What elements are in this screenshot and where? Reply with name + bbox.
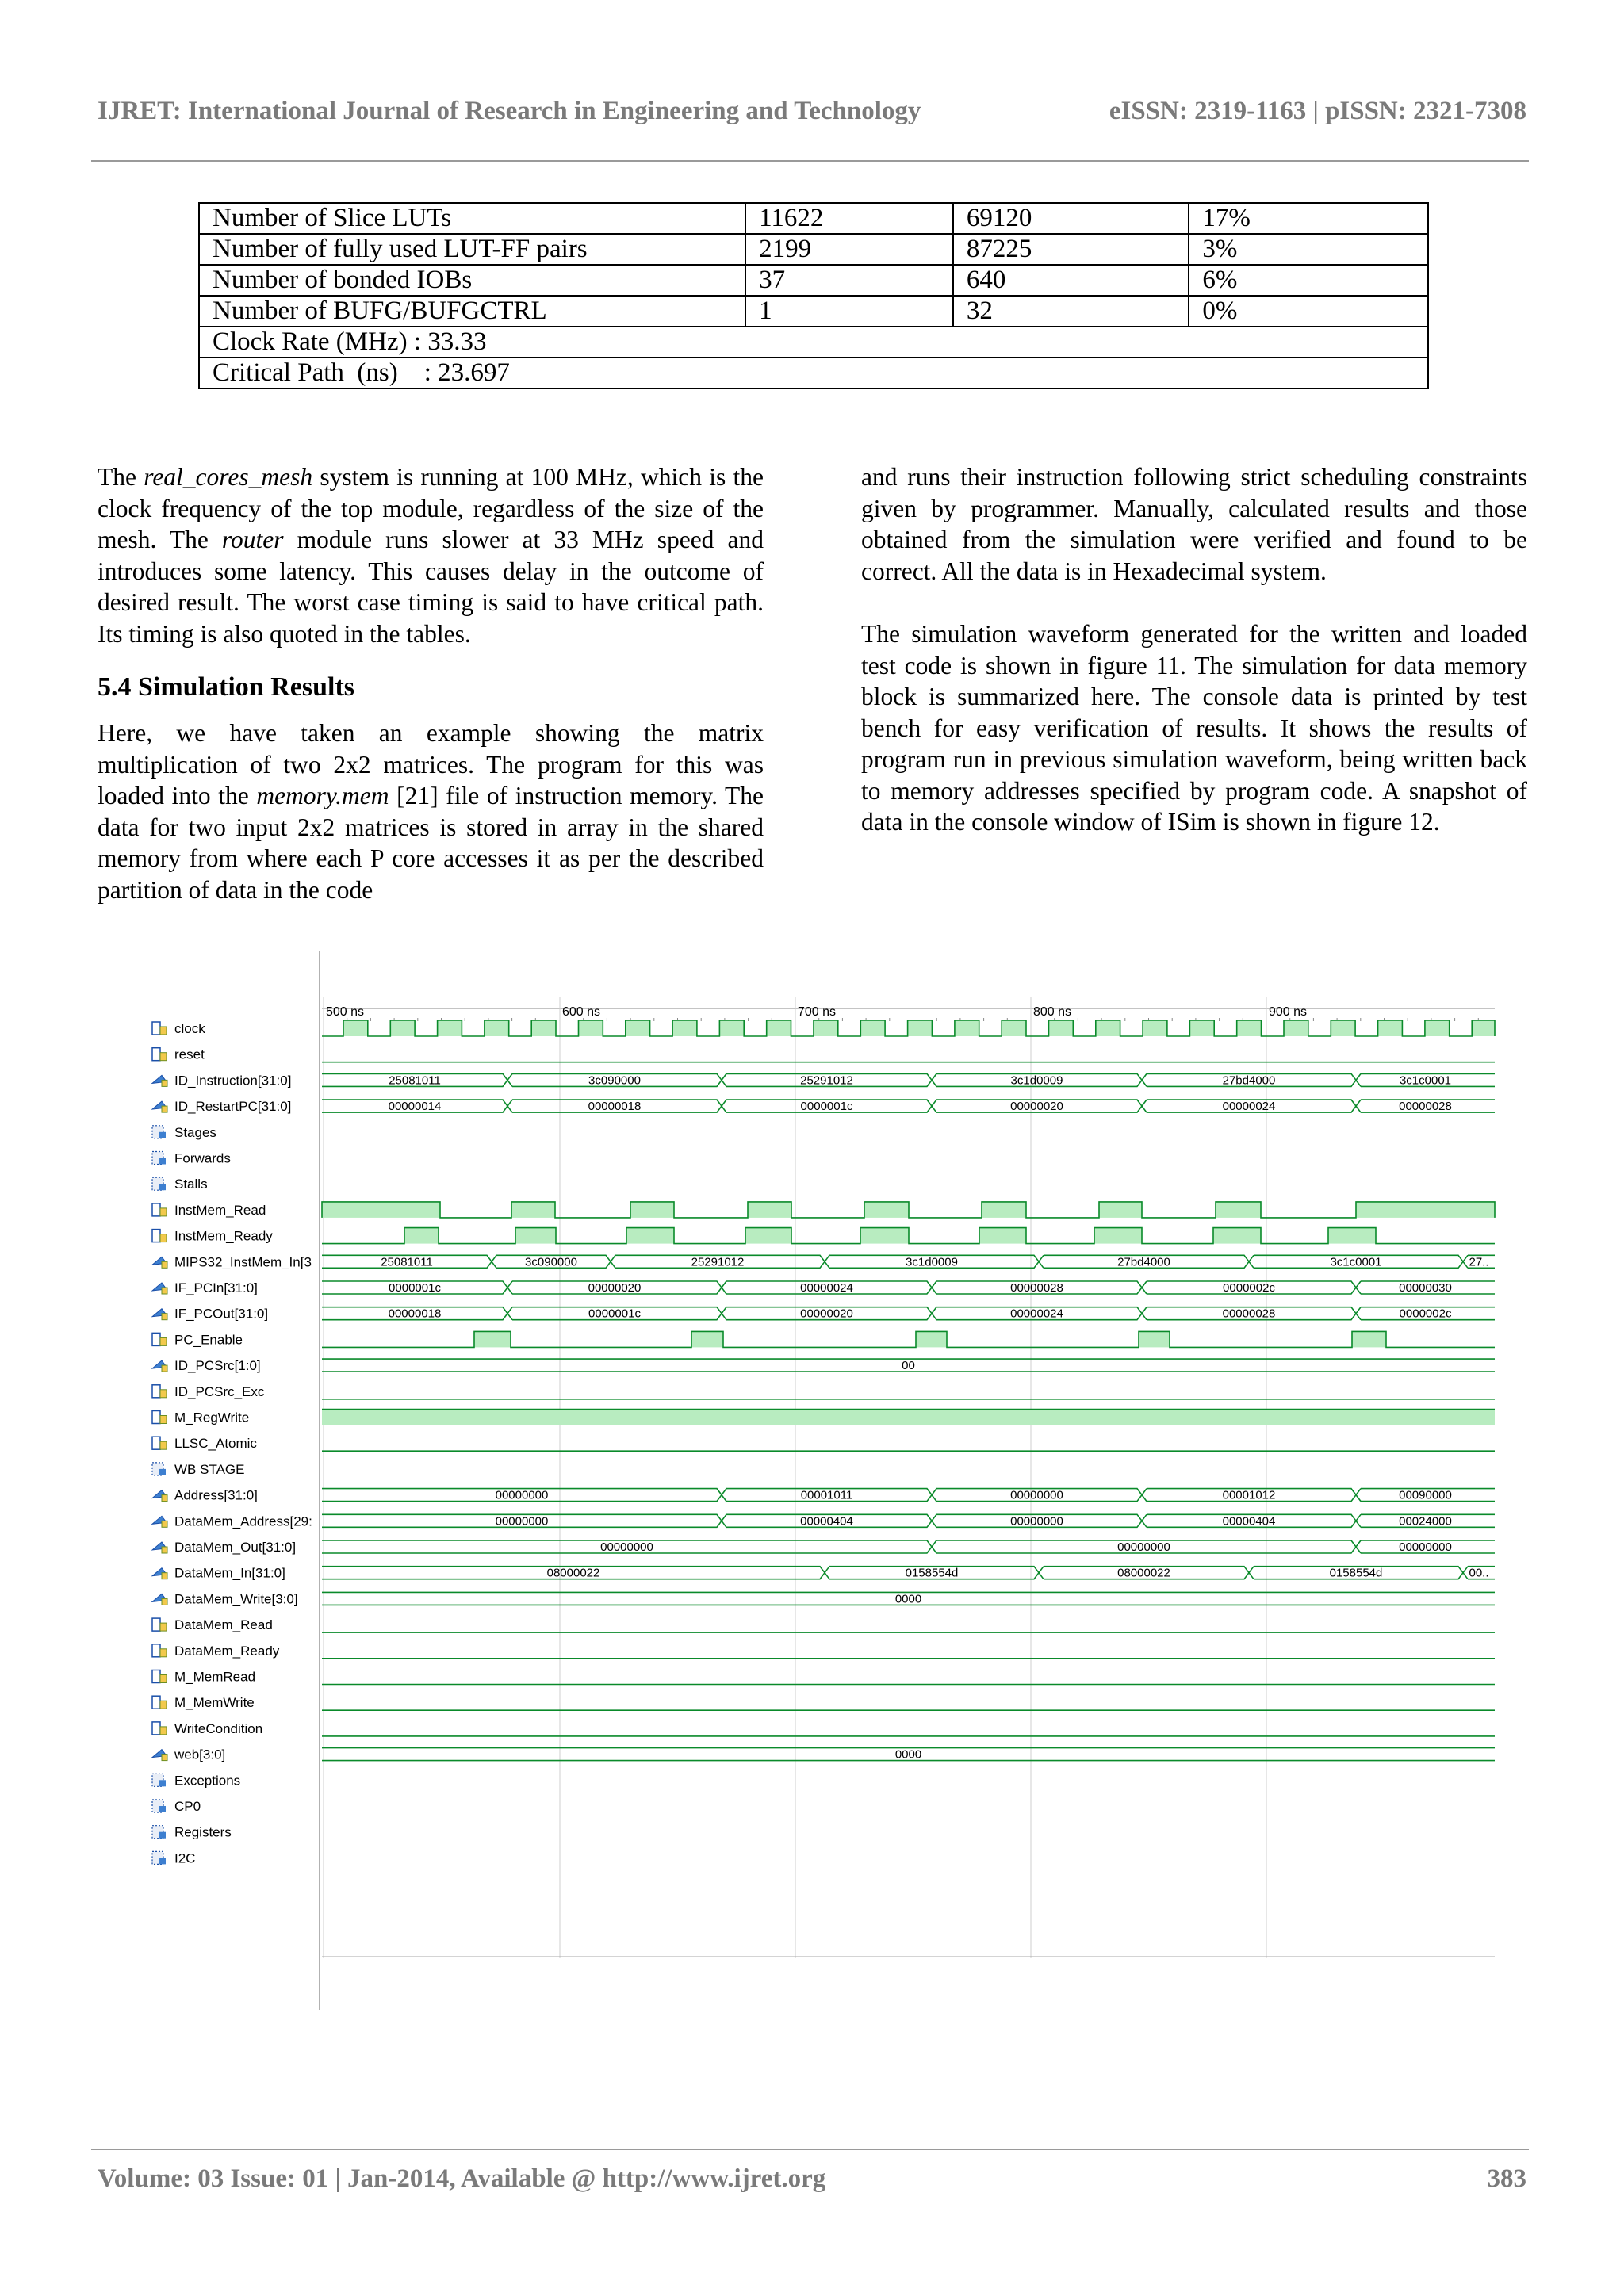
- waveform-high-fill: [1425, 1020, 1450, 1036]
- group-folder-icon: [159, 1780, 166, 1786]
- waveform-high-fill: [672, 1020, 697, 1036]
- bus-value-label: 25081011: [389, 1073, 441, 1088]
- bus-value-label: 0000: [894, 1592, 922, 1606]
- signal-name-label: DataMem_Out[31:0]: [174, 1540, 297, 1555]
- group-folder-icon: [159, 1832, 166, 1839]
- waveform-high-fill: [864, 1202, 909, 1218]
- bus-signal-icon: [162, 1573, 167, 1579]
- signal-name-label: Address[31:0]: [174, 1487, 258, 1503]
- signal-name-label: IF_PCOut[31:0]: [174, 1306, 269, 1322]
- table-row: [199, 265, 1428, 296]
- signal-name-label: clock: [174, 1021, 205, 1036]
- bus-value-label: 27bd4000: [1117, 1255, 1170, 1269]
- logic-signal-icon: [152, 1696, 160, 1709]
- logic-signal-icon: [160, 1027, 167, 1035]
- bus-value-label: 00000000: [1117, 1540, 1170, 1554]
- logic-signal-icon: [152, 1411, 160, 1424]
- row-used: 37: [745, 265, 953, 296]
- bus-signal-icon: [162, 1080, 167, 1086]
- row-utilization: 17%: [1189, 203, 1428, 234]
- waveform-high-fill: [474, 1331, 511, 1347]
- bus-value-label: 00000028: [1399, 1100, 1452, 1114]
- bus-value-label: 00000000: [1399, 1540, 1452, 1554]
- utilization-table: [198, 202, 1429, 389]
- waveform-high-fill: [511, 1202, 555, 1218]
- row-available: 640: [953, 265, 1189, 296]
- logic-signal-icon: [152, 1722, 160, 1735]
- issn: eISSN: 2319-1163 | pISSN: 2321-7308: [1109, 97, 1526, 125]
- table-row: [199, 296, 1428, 327]
- logic-signal-icon: [160, 1390, 167, 1398]
- waveform-high-fill: [1352, 1331, 1386, 1347]
- signal-name-label: web[3:0]: [174, 1747, 226, 1762]
- bus-value-label: 00000018: [588, 1100, 642, 1114]
- group-folder-icon: [159, 1806, 166, 1812]
- header-divider: [91, 160, 1529, 162]
- bus-value-label: 00001012: [1222, 1488, 1276, 1502]
- waveform-high-fill: [404, 1228, 439, 1244]
- row-used: 2199: [745, 234, 953, 265]
- bus-signal-icon: [162, 1261, 167, 1268]
- section-heading: 5.4 Simulation Results: [98, 672, 354, 702]
- logic-signal-icon: [152, 1670, 160, 1683]
- waveform-high-fill: [1216, 1202, 1261, 1218]
- signal-name-label: Forwards: [174, 1150, 231, 1166]
- paragraph: Here, we have taken an example showing the matrix multiplication of two 2x2 matrices. The program for this was loaded into the memory.mem [21] file of instruction memory. The data for two input 2x2 matrices is stored in array in the shared memory from where each P core accesses it as per the described partition of data in the code: [98, 719, 764, 904]
- bus-value-label: 00000014: [388, 1100, 442, 1114]
- time-label: 700 ns: [798, 1005, 837, 1019]
- bus-value-label: 0000001c: [588, 1307, 641, 1321]
- bus-value-label: 00000000: [1010, 1514, 1063, 1529]
- page-header: [98, 97, 1526, 136]
- simulation-waveform-figure: [119, 951, 1499, 2014]
- time-label: 600 ns: [562, 1005, 601, 1019]
- bus-value-label: 00000024: [1010, 1307, 1063, 1321]
- row-utilization: 0%: [1189, 296, 1428, 327]
- logic-signal-icon: [152, 1618, 160, 1631]
- logic-signal-icon: [160, 1675, 167, 1683]
- logic-signal-icon: [160, 1701, 167, 1709]
- signal-name-label: DataMem_Ready: [174, 1643, 280, 1659]
- waveform-high-fill: [982, 1202, 1026, 1218]
- waveform-high-fill: [916, 1331, 947, 1347]
- bus-signal-icon: [162, 1598, 167, 1605]
- bus-value-label: 3c1d0009: [1010, 1073, 1063, 1088]
- bus-value-label: 3c1c0001: [1399, 1073, 1452, 1088]
- waveform-high-fill: [979, 1228, 1026, 1244]
- waveform-high-fill: [908, 1020, 933, 1036]
- bus-signal-icon: [162, 1547, 167, 1553]
- logic-signal-icon: [152, 1644, 160, 1657]
- logic-signal-icon: [152, 1203, 160, 1216]
- row-label: Number of bonded IOBs: [199, 265, 745, 296]
- waveform-high-fill: [1096, 1020, 1120, 1036]
- bus-value-label: 3c1d0009: [906, 1255, 958, 1269]
- waveform-high-fill: [626, 1228, 674, 1244]
- paragraph: The real_cores_mesh system is running at 100 MHz, which is the clock frequency of the top module, regardless of the size of the mesh. The router module runs slower at 33 MHz speed and introduces some latency. This causes delay in the outcome of desired result. The worst case timing is said to have critical path. Its timing is also quoted in the tables.: [98, 463, 764, 648]
- bus-value-label: 25291012: [800, 1073, 853, 1088]
- waveform-high-fill: [1189, 1020, 1214, 1036]
- signal-name-label: Exceptions: [174, 1773, 241, 1789]
- bus-value-label: 3c090000: [525, 1255, 577, 1269]
- signal-name-label: ID_PCSrc_Exc: [174, 1383, 265, 1399]
- waveform-high-fill: [860, 1020, 885, 1036]
- logic-signal-icon: [152, 1022, 160, 1035]
- bus-value-label: 00000024: [1222, 1100, 1276, 1114]
- signal-name-label: ID_PCSrc[1:0]: [174, 1358, 261, 1374]
- bus-value-label: 00000028: [1222, 1307, 1276, 1321]
- bus-value-label: 25081011: [381, 1255, 433, 1269]
- critical-path: Critical Path (ns) : 23.697: [199, 358, 1428, 388]
- signal-name-label: InstMem_Read: [174, 1202, 266, 1218]
- bus-value-label: 08000022: [546, 1566, 600, 1580]
- signal-name-label: PC_Enable: [174, 1332, 243, 1348]
- waveform-high-fill: [955, 1020, 979, 1036]
- bit-waveform: [322, 1228, 1495, 1244]
- waveform-high-fill: [1284, 1020, 1308, 1036]
- signal-name-label: WriteCondition: [174, 1720, 263, 1736]
- waveform-high-fill: [767, 1020, 791, 1036]
- group-folder-icon: [159, 1858, 166, 1864]
- signal-name-label: DataMem_Write[3:0]: [174, 1591, 298, 1607]
- waveform-high-fill: [1143, 1020, 1167, 1036]
- signal-name-label: I2C: [174, 1850, 196, 1866]
- logic-signal-icon: [160, 1623, 167, 1631]
- waveform-high-fill: [579, 1020, 603, 1036]
- bus-value-label: 0000002c: [1223, 1281, 1275, 1295]
- row-available: 87225: [953, 234, 1189, 265]
- waveform-high-fill: [390, 1020, 415, 1036]
- signal-name-label: DataMem_Read: [174, 1617, 273, 1633]
- time-label: 900 ns: [1269, 1005, 1308, 1019]
- journal-title: IJRET: International Journal of Research in Engineering and Technology: [98, 97, 921, 125]
- logic-signal-icon: [152, 1437, 160, 1449]
- signal-name-label: Stalls: [174, 1177, 208, 1192]
- right-column: [861, 461, 1527, 838]
- footer-volume: Volume: 03 Issue: 01 | Jan-2014, Available @ http://www.ijret.org: [98, 2164, 826, 2193]
- bus-value-label: 00000404: [800, 1514, 853, 1529]
- waveform-high-fill: [691, 1331, 723, 1347]
- bus-value-label: 0000001c: [389, 1281, 441, 1295]
- waveform-high-fill: [485, 1020, 509, 1036]
- logic-signal-icon: [160, 1727, 167, 1735]
- table-row: [199, 203, 1428, 234]
- footer-divider: [91, 2149, 1529, 2150]
- signal-name-label: reset: [174, 1047, 205, 1062]
- logic-signal-icon: [152, 1048, 160, 1061]
- row-label: Number of Slice LUTs: [199, 203, 745, 234]
- clock-rate: Clock Rate (MHz) : 33.33: [199, 327, 1428, 358]
- bus-signal-icon: [162, 1314, 167, 1320]
- time-label: 800 ns: [1033, 1005, 1072, 1019]
- logic-signal-icon: [152, 1230, 160, 1242]
- bus-value-label: 08000022: [1117, 1566, 1170, 1580]
- row-available: 69120: [953, 203, 1189, 234]
- row-used: 11622: [745, 203, 953, 234]
- waveform-high-fill: [515, 1228, 556, 1244]
- bus-value-label: 00000028: [1010, 1281, 1063, 1295]
- waveform-high-fill: [531, 1020, 556, 1036]
- row-label: Number of BUFG/BUFGCTRL: [199, 296, 745, 327]
- bit-waveform: [322, 1202, 1495, 1218]
- left-column: [98, 461, 764, 905]
- waveform-high-fill: [1094, 1228, 1142, 1244]
- signal-name-label: CP0: [174, 1799, 201, 1814]
- waveform-high-fill: [1331, 1020, 1355, 1036]
- signal-name-label: InstMem_Ready: [174, 1228, 273, 1244]
- signal-name-label: Stages: [174, 1124, 216, 1140]
- bus-value-label: 25291012: [691, 1255, 745, 1269]
- waveform-high-fill: [814, 1020, 838, 1036]
- logic-signal-icon: [160, 1649, 167, 1657]
- group-folder-icon: [159, 1158, 166, 1165]
- table-row: [199, 234, 1428, 265]
- bus-signal-icon: [162, 1288, 167, 1294]
- bus-value-label: 00000020: [588, 1281, 642, 1295]
- waveform-high-fill: [322, 1410, 1495, 1425]
- waveform-high-fill: [1049, 1020, 1074, 1036]
- bus-value-label: 27bd4000: [1222, 1073, 1276, 1088]
- bus-value-label: 00000024: [800, 1281, 853, 1295]
- waveform-high-fill: [719, 1020, 744, 1036]
- waveform-high-fill: [1472, 1020, 1495, 1036]
- waveform-high-fill: [1237, 1020, 1262, 1036]
- logic-signal-icon: [160, 1416, 167, 1424]
- signal-name-label: M_MemRead: [174, 1669, 256, 1685]
- bus-value-label: 00000020: [800, 1307, 853, 1321]
- signal-name-label: WB STAGE: [174, 1461, 245, 1477]
- signal-name-label: ID_Instruction[31:0]: [174, 1073, 292, 1089]
- signal-name-label: M_MemWrite: [174, 1695, 255, 1711]
- waveform-high-fill: [630, 1202, 674, 1218]
- bus-value-label: 0000002c: [1399, 1307, 1452, 1321]
- waveform-high-fill: [343, 1020, 368, 1036]
- signal-name-label: MIPS32_InstMem_In[3: [174, 1254, 312, 1270]
- bus-value-label: 00000018: [388, 1307, 442, 1321]
- signal-name-label: Registers: [174, 1824, 232, 1840]
- paragraph: The simulation waveform generated for the written and loaded test code is shown in figure 11. The simulation for data memory block is summarized here. The console data is printed by test bench for easy verification of results. It shows the results of program run in previous simulation waveform, being written back to memory addresses specified by program code. A snapshot of data in the console window of ISim is shown in figure 12.: [861, 620, 1527, 836]
- signal-name-label: LLSC_Atomic: [174, 1436, 257, 1452]
- waveform-high-fill: [748, 1202, 791, 1218]
- signal-name-label: M_RegWrite: [174, 1410, 250, 1425]
- bus-signal-icon: [162, 1521, 167, 1527]
- row-available: 32: [953, 296, 1189, 327]
- bus-value-label: 00000000: [600, 1540, 653, 1554]
- bus-value-label: 00000000: [1010, 1488, 1063, 1502]
- row-utilization: 6%: [1189, 265, 1428, 296]
- signal-name-label: DataMem_In[31:0]: [174, 1565, 285, 1581]
- waveform-high-fill: [1356, 1202, 1495, 1218]
- signal-name-label: ID_RestartPC[31:0]: [174, 1099, 292, 1115]
- group-folder-icon: [159, 1184, 166, 1190]
- paragraph: and runs their instruction following strict scheduling constraints given by programmer. Manually, calculated results and those obtained from the simulation were verified and found to be correct. All the data is in Hexadecimal system.: [861, 463, 1527, 585]
- bus-value-label: 0158554d: [905, 1566, 959, 1580]
- bus-value-label: 3c090000: [588, 1073, 641, 1088]
- bus-value-label: 0158554d: [1329, 1566, 1383, 1580]
- bus-value-label: 0000: [894, 1747, 922, 1762]
- logic-signal-icon: [160, 1337, 167, 1345]
- bus-value-label: 00: [902, 1359, 915, 1373]
- row-utilization: 3%: [1189, 234, 1428, 265]
- waveform-high-fill: [1378, 1020, 1403, 1036]
- group-folder-icon: [159, 1132, 166, 1138]
- bus-value-label: 00..: [1469, 1566, 1489, 1580]
- waveform-high-fill: [438, 1020, 462, 1036]
- bus-value-label: 00000020: [1010, 1100, 1063, 1114]
- logic-signal-icon: [160, 1208, 167, 1216]
- bus-signal-icon: [162, 1365, 167, 1372]
- waveform-high-fill: [1139, 1331, 1170, 1347]
- waveform-high-fill: [1099, 1202, 1142, 1218]
- bus-value-label: 00000000: [495, 1514, 549, 1529]
- time-label: 500 ns: [326, 1005, 365, 1019]
- bus-value-label: 00000030: [1399, 1281, 1452, 1295]
- bus-value-label: 0000001c: [800, 1100, 853, 1114]
- waveform-high-fill: [860, 1228, 909, 1244]
- bus-signal-icon: [162, 1106, 167, 1112]
- row-used: 1: [745, 296, 953, 327]
- bus-value-label: 00090000: [1399, 1488, 1452, 1502]
- bus-signal-icon: [162, 1495, 167, 1502]
- bus-value-label: 3c1c0001: [1330, 1255, 1382, 1269]
- bus-value-label: 27..: [1469, 1255, 1489, 1269]
- logic-signal-icon: [152, 1333, 160, 1345]
- bus-value-label: 00024000: [1399, 1514, 1452, 1529]
- waveform-high-fill: [1002, 1020, 1026, 1036]
- logic-signal-icon: [160, 1053, 167, 1061]
- page-number: 383: [1487, 2164, 1526, 2193]
- signal-name-label: DataMem_Address[29:: [174, 1513, 312, 1529]
- signal-name-label: IF_PCIn[31:0]: [174, 1280, 258, 1295]
- group-folder-icon: [159, 1469, 166, 1475]
- table-row: [199, 358, 1428, 388]
- bus-value-label: 00001011: [800, 1488, 853, 1502]
- table-row: [199, 327, 1428, 358]
- waveform-high-fill: [322, 1202, 440, 1218]
- bus-signal-icon: [162, 1755, 167, 1761]
- waveform-high-fill: [745, 1228, 791, 1244]
- logic-signal-icon: [152, 1385, 160, 1398]
- row-label: Number of fully used LUT-FF pairs: [199, 234, 745, 265]
- logic-signal-icon: [160, 1234, 167, 1242]
- waveform-high-fill: [626, 1020, 650, 1036]
- waveform-high-fill: [1213, 1228, 1261, 1244]
- logic-signal-icon: [160, 1441, 167, 1449]
- bus-value-label: 00000404: [1222, 1514, 1276, 1529]
- bus-value-label: 00000000: [495, 1488, 549, 1502]
- waveform-high-fill: [1328, 1228, 1376, 1244]
